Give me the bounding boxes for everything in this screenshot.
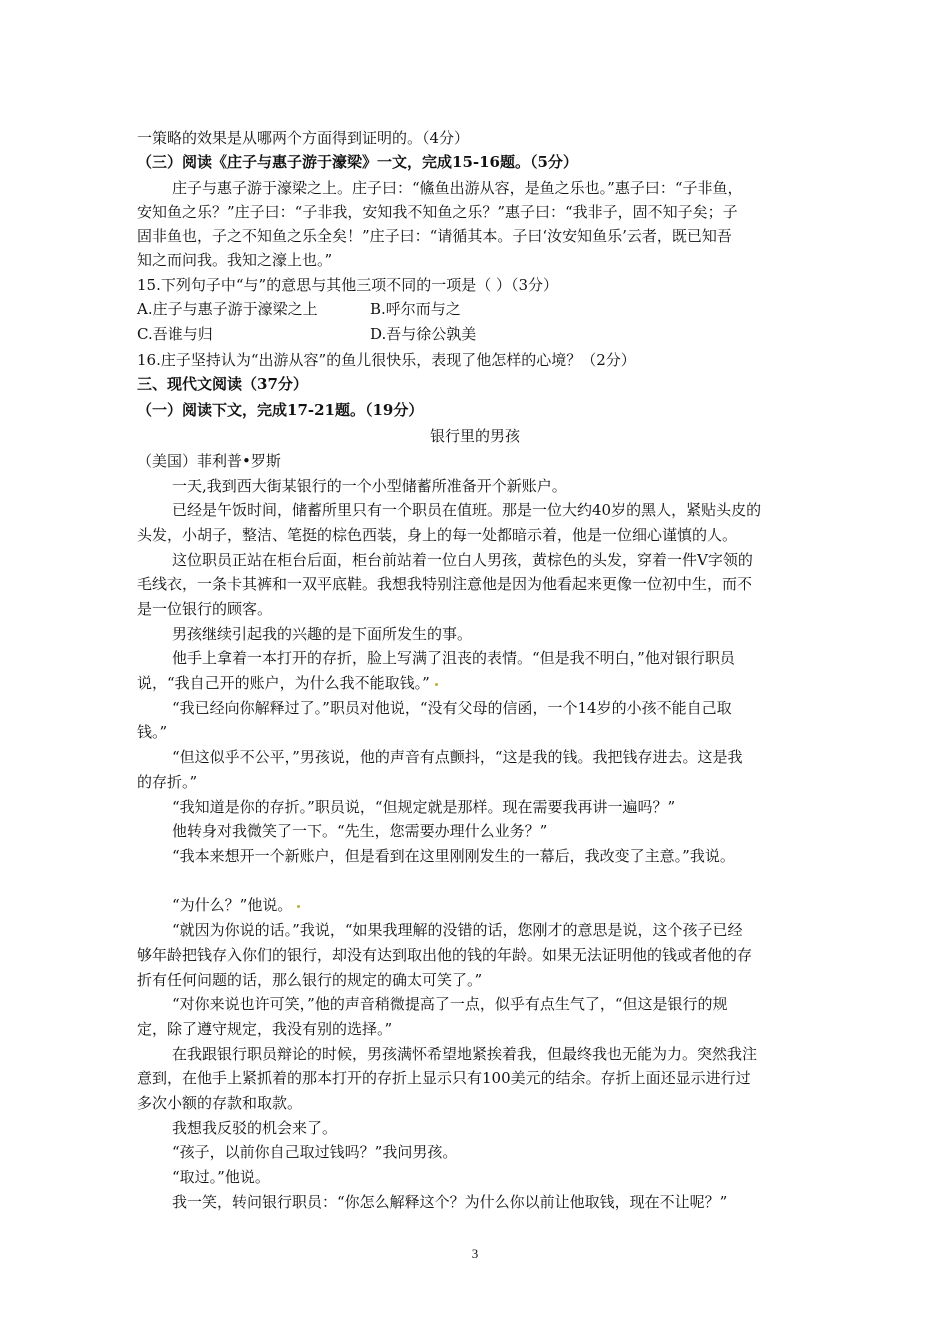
text-line: “孩子，以前你自己取过钱吗？”我问男孩。 xyxy=(172,1143,458,1161)
text-line: “我已经向你解释过了。”职员对他说，“没有父母的信函，一个14岁的小孩不能自己取 xyxy=(172,699,732,717)
text-line: 意到，在他手上紧抓着的那本打开的存折上显示只有100美元的结余。存折上面还显示进行过 xyxy=(137,1069,751,1087)
text-line: 钱。” xyxy=(137,723,168,741)
article-author: （美国）菲利普•罗斯 xyxy=(137,452,281,470)
text-line: 我一笑，转问银行职员：“你怎么解释这个？为什么你以前让他取钱，现在不让呢？” xyxy=(172,1193,728,1211)
option-c: C.吾谁与归 xyxy=(137,325,213,343)
mark-dot xyxy=(435,683,438,686)
text-line: 定，除了遵守规定，我没有别的选择。” xyxy=(137,1020,393,1038)
text-line: 他转身对我微笑了一下。“先生，您需要办理什么业务？” xyxy=(172,822,548,840)
option-a: A.庄子与惠子游于濠梁之上 xyxy=(137,300,318,318)
text-line: 一策略的效果是从哪两个方面得到证明的。（4分） xyxy=(137,129,470,147)
text-line: 头发，小胡子，整洁、笔挺的棕色西装，身上的每一处都暗示着，他是一位细心谨慎的人。 xyxy=(137,526,738,544)
text-line: 这位职员正站在柜台后面，柜台前站着一位白人男孩，黄棕色的头发，穿着一件V字领的 xyxy=(172,551,753,569)
text-line: 的存折。” xyxy=(137,773,198,791)
text-line: 说，“我自己开的账户，为什么我不能取钱。” xyxy=(137,673,438,693)
mark-dot xyxy=(297,905,300,908)
option-d: D.吾与徐公孰美 xyxy=(370,325,477,343)
text-line: 毛线衣，一条卡其裤和一双平底鞋。我想我特别注意他是因为他看起来更像一位初中生，而不 xyxy=(137,575,753,593)
option-b: B.呼尔而与之 xyxy=(370,300,461,318)
text-line: “就因为你说的话。”我说，“如果我理解的没错的话，您刚才的意思是说，这个孩子已经 xyxy=(172,921,743,939)
text-line: 固非鱼也，子之不知鱼之乐全矣！”庄子曰：“请循其本。子曰‘汝安知鱼乐’云者，既已知吾 xyxy=(137,227,732,245)
text-line: 在我跟银行职员辩论的时候，男孩满怀希望地紧挨着我，但最终我也无能为力。突然我注 xyxy=(172,1045,758,1063)
text-line: “取过。”他说。 xyxy=(172,1168,270,1186)
text-line: 是一位银行的顾客。 xyxy=(137,600,273,618)
text-line: “我知道是你的存折。”职员说，“但规定就是那样。现在需要我再讲一遍吗？” xyxy=(172,798,676,816)
text-line: “我本来想开一个新账户，但是看到在这里刚刚发生的一幕后，我改变了主意。”我说。 xyxy=(172,847,735,865)
text-line: 庄子与惠子游于濠梁之上。庄子曰：“鯈鱼出游从容，是鱼之乐也。”惠子曰：“子非鱼， xyxy=(172,179,743,197)
article-title: 银行里的男孩 xyxy=(429,427,520,445)
text-line: 已经是午饭时间，储蓄所里只有一个职员在值班。那是一位大约40岁的黑人，紧贴头皮的 xyxy=(172,501,762,519)
text-line: “但这似乎不公平，”男孩说，他的声音有点颤抖，“这是我的钱。我把钱存进去。这是我 xyxy=(172,748,743,766)
text-line: 多次小额的存款和取款。 xyxy=(137,1094,303,1112)
page-number: 3 xyxy=(471,1246,479,1261)
text-line: 折有任何问题的话，那么银行的规定的确太可笑了。” xyxy=(137,971,483,989)
text-line: 一天,我到西大街某银行的一个小型储蓄所准备开个新账户。 xyxy=(172,477,567,495)
section-heading: （一）阅读下文，完成17-21题。（19分） xyxy=(137,401,424,419)
question-16: 16.庄子坚持认为“出游从容”的鱼儿很快乐，表现了他怎样的心境？（2分） xyxy=(137,351,636,369)
text-line: 够年龄把钱存入你们的银行，却没有达到取出他的钱的年龄。如果无法证明他的钱或者他的存 xyxy=(137,946,753,964)
section-heading: 三、现代文阅读（37分） xyxy=(137,375,308,393)
text-line: 安知鱼之乐？”庄子曰：“子非我，安知我不知鱼之乐？”惠子曰：“我非子，固不知子矣；子 xyxy=(137,203,738,221)
section-heading: （三）阅读《庄子与惠子游于濠梁》一文，完成15-16题。（5分） xyxy=(137,153,578,171)
text-line: “对你来说也许可笑，”他的声音稍微提高了一点，似乎有点生气了，“但这是银行的规 xyxy=(172,995,728,1013)
question-15: 15.下列句子中“与”的意思与其他三项不同的一项是（ ）（3分） xyxy=(137,276,559,294)
text-line: 我想我反驳的机会来了。 xyxy=(172,1119,338,1137)
text-line: “为什么？”他说。 xyxy=(172,895,300,915)
text-line: 他手上拿着一本打开的存折，脸上写满了沮丧的表情。“但是我不明白，”他对银行职员 xyxy=(172,649,735,667)
text-line: 知之而问我。我知之濠上也。” xyxy=(137,251,333,269)
text-line: 男孩继续引起我的兴趣的是下面所发生的事。 xyxy=(172,625,473,643)
